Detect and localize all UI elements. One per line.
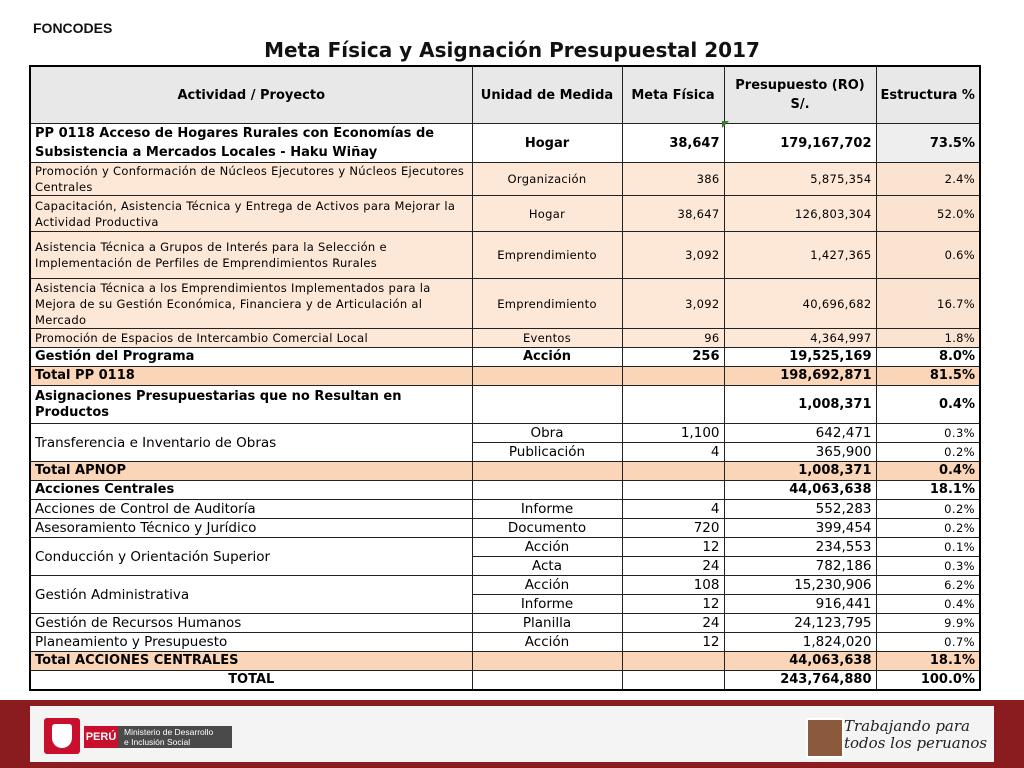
ministry-line-1: Ministerio de Desarrollo — [124, 727, 214, 737]
table-row — [30, 367, 980, 386]
cell-meta: 256 — [622, 348, 724, 367]
cell-activity: Acciones Centrales — [30, 481, 472, 500]
table-row — [30, 462, 980, 481]
cell-budget: 198,692,871 — [724, 367, 876, 386]
portrait-photo — [806, 718, 844, 758]
cell-structure: 0.2% — [876, 500, 980, 519]
cell-unit: Planilla — [472, 614, 622, 633]
cell-structure: 0.6% — [876, 232, 980, 279]
cell-budget: 4,364,997 — [724, 329, 876, 348]
cell-structure: 18.1% — [876, 652, 980, 671]
peru-coat-of-arms-icon — [44, 718, 80, 754]
page-title: Meta Física y Asignación Presupuestal 2017 — [264, 38, 760, 62]
cell-structure: 8.0% — [876, 348, 980, 367]
cell-budget: 126,803,304 — [724, 196, 876, 232]
table-row — [30, 652, 980, 671]
slogan-line-2: todos los peruanos — [844, 734, 988, 752]
cell-unit: Emprendimiento — [472, 279, 622, 329]
cell-budget: 1,824,020 — [724, 633, 876, 652]
cell-structure: 0.4% — [876, 595, 980, 614]
cell-structure: 0.2% — [876, 443, 980, 462]
cell-structure: 0.7% — [876, 633, 980, 652]
cell-unit: Acción — [472, 538, 622, 557]
cell-activity: Transferencia e Inventario de Obras — [30, 424, 472, 462]
cell-structure: 0.1% — [876, 538, 980, 557]
cell-meta — [622, 386, 724, 424]
header-activity: Actividad / Proyecto — [30, 66, 472, 124]
table-row — [30, 196, 980, 232]
cell-activity: TOTAL — [30, 671, 472, 690]
cell-unit — [472, 481, 622, 500]
cell-budget: 1,008,371 — [724, 386, 876, 424]
table-row — [30, 500, 980, 519]
cell-activity: Total APNOP — [30, 462, 472, 481]
cell-meta: 96 — [622, 329, 724, 348]
cell-budget: 243,764,880 — [724, 671, 876, 690]
cell-budget: 24,123,795 — [724, 614, 876, 633]
cell-activity: Capacitación, Asistencia Técnica y Entrega de Activos para Mejorar la Actividad Productiva — [30, 196, 472, 232]
cell-activity: Asignaciones Presupuestarias que no Resultan en Productos — [30, 386, 472, 424]
header-meta: Meta Física — [622, 66, 724, 124]
table-row — [30, 671, 980, 690]
table-row — [30, 386, 980, 424]
cell-meta: 1,100 — [622, 424, 724, 443]
cell-meta — [622, 481, 724, 500]
table-row — [30, 614, 980, 633]
cell-activity: Gestión del Programa — [30, 348, 472, 367]
cell-meta — [622, 367, 724, 386]
cell-activity: Planeamiento y Presupuesto — [30, 633, 472, 652]
cell-budget: 916,441 — [724, 595, 876, 614]
cell-activity: Promoción y Conformación de Núcleos Ejecutores y Núcleos Ejecutores Centrales — [30, 163, 472, 196]
cell-meta: 12 — [622, 595, 724, 614]
cell-activity: PP 0118 Acceso de Hogares Rurales con Economías de Subsistencia a Mercados Locales - Haku Wiñay — [30, 124, 472, 163]
cell-structure: 81.5% — [876, 367, 980, 386]
cell-unit: Acción — [472, 348, 622, 367]
cell-unit — [472, 462, 622, 481]
cell-unit — [472, 386, 622, 424]
cell-unit: Emprendimiento — [472, 232, 622, 279]
cell-meta: 720 — [622, 519, 724, 538]
cell-meta: 386 — [622, 163, 724, 196]
cell-structure: 0.4% — [876, 386, 980, 424]
cell-meta: 24 — [622, 614, 724, 633]
header-budget: Presupuesto (RO) S/. — [724, 66, 876, 124]
cell-structure: 6.2% — [876, 576, 980, 595]
cell-meta: 24 — [622, 557, 724, 576]
cell-meta: 38,647 — [622, 124, 724, 163]
cell-budget: 234,553 — [724, 538, 876, 557]
cell-structure: 1.8% — [876, 329, 980, 348]
table-row — [30, 424, 980, 443]
cell-unit — [472, 367, 622, 386]
cell-activity: Gestión Administrativa — [30, 576, 472, 614]
table-row — [30, 163, 980, 196]
cell-budget: 782,186 — [724, 557, 876, 576]
cell-meta: 12 — [622, 538, 724, 557]
table-row — [30, 124, 980, 163]
cell-structure: 9.9% — [876, 614, 980, 633]
table-row — [30, 348, 980, 367]
cell-activity: Asesoramiento Técnico y Jurídico — [30, 519, 472, 538]
header-structure: Estructura % — [876, 66, 980, 124]
cell-meta — [622, 671, 724, 690]
cell-meta: 3,092 — [622, 279, 724, 329]
cell-unit: Informe — [472, 595, 622, 614]
header-unit: Unidad de Medida — [472, 66, 622, 124]
cell-unit: Documento — [472, 519, 622, 538]
cell-meta: 12 — [622, 633, 724, 652]
cell-activity: Total ACCIONES CENTRALES — [30, 652, 472, 671]
table-row — [30, 538, 980, 557]
ministry-label — [118, 726, 232, 748]
cell-structure: 18.1% — [876, 481, 980, 500]
cell-meta: 4 — [622, 500, 724, 519]
cell-structure: 0.3% — [876, 557, 980, 576]
footer-logo-strip — [30, 706, 994, 762]
cell-unit: Acción — [472, 633, 622, 652]
table-row — [30, 279, 980, 329]
cell-unit: Hogar — [472, 124, 622, 163]
cell-activity: Asistencia Técnica a Grupos de Interés para la Selección e Implementación de Perfiles de Emprendimientos Rurales — [30, 232, 472, 279]
cell-activity: Total PP 0118 — [30, 367, 472, 386]
cell-meta: 3,092 — [622, 232, 724, 279]
cell-unit: Acta — [472, 557, 622, 576]
table-row — [30, 232, 980, 279]
cell-unit: Publicación — [472, 443, 622, 462]
cell-structure: 16.7% — [876, 279, 980, 329]
table-row — [30, 481, 980, 500]
table-header-row — [30, 66, 980, 124]
cell-structure: 52.0% — [876, 196, 980, 232]
cell-budget: 44,063,638 — [724, 481, 876, 500]
cell-activity: Asistencia Técnica a los Emprendimientos Implementados para la Mejora de su Gestión Económica, Financiera y de Articulación al Mercado — [30, 279, 472, 329]
cell-structure: 0.3% — [876, 424, 980, 443]
slogan-line-1: Trabajando para — [844, 717, 970, 735]
cell-meta: 108 — [622, 576, 724, 595]
cell-unit: Acción — [472, 576, 622, 595]
cell-budget: 40,696,682 — [724, 279, 876, 329]
org-label: FONCODES — [33, 20, 113, 36]
cell-unit — [472, 671, 622, 690]
cell-budget: 19,525,169 — [724, 348, 876, 367]
table-row — [30, 576, 980, 595]
cell-meta: 38,647 — [622, 196, 724, 232]
cell-structure: 0.2% — [876, 519, 980, 538]
cell-structure: 0.4% — [876, 462, 980, 481]
cell-budget: 642,471 — [724, 424, 876, 443]
cell-budget: 44,063,638 — [724, 652, 876, 671]
cell-unit — [472, 652, 622, 671]
table-row — [30, 519, 980, 538]
cell-structure: 73.5% — [876, 124, 980, 163]
cell-budget: 399,454 — [724, 519, 876, 538]
table-row — [30, 633, 980, 652]
cell-structure: 100.0% — [876, 671, 980, 690]
cell-budget: 15,230,906 — [724, 576, 876, 595]
cell-meta — [622, 652, 724, 671]
ministry-line-2: e Inclusión Social — [124, 737, 191, 747]
budget-table — [29, 65, 981, 691]
cell-budget: 1,427,365 — [724, 232, 876, 279]
cell-unit: Hogar — [472, 196, 622, 232]
cell-budget: 552,283 — [724, 500, 876, 519]
cell-unit: Organización — [472, 163, 622, 196]
cell-activity: Conducción y Orientación Superior — [30, 538, 472, 576]
table-row — [30, 329, 980, 348]
cell-unit: Obra — [472, 424, 622, 443]
cell-budget: 365,900 — [724, 443, 876, 462]
cell-activity: Acciones de Control de Auditoría — [30, 500, 472, 519]
cell-budget: 1,008,371 — [724, 462, 876, 481]
cell-activity: Gestión de Recursos Humanos — [30, 614, 472, 633]
cell-budget: 5,875,354 — [724, 163, 876, 196]
peru-label: PERÚ — [84, 726, 118, 748]
cell-activity: Promoción de Espacios de Intercambio Comercial Local — [30, 329, 472, 348]
cell-unit: Informe — [472, 500, 622, 519]
cell-structure: 2.4% — [876, 163, 980, 196]
cell-comment-marker — [722, 121, 729, 128]
cell-unit: Eventos — [472, 329, 622, 348]
cell-meta: 4 — [622, 443, 724, 462]
cell-budget: 179,167,702 — [724, 124, 876, 163]
cell-meta — [622, 462, 724, 481]
slogan — [844, 718, 994, 752]
footer-band — [0, 700, 1024, 768]
